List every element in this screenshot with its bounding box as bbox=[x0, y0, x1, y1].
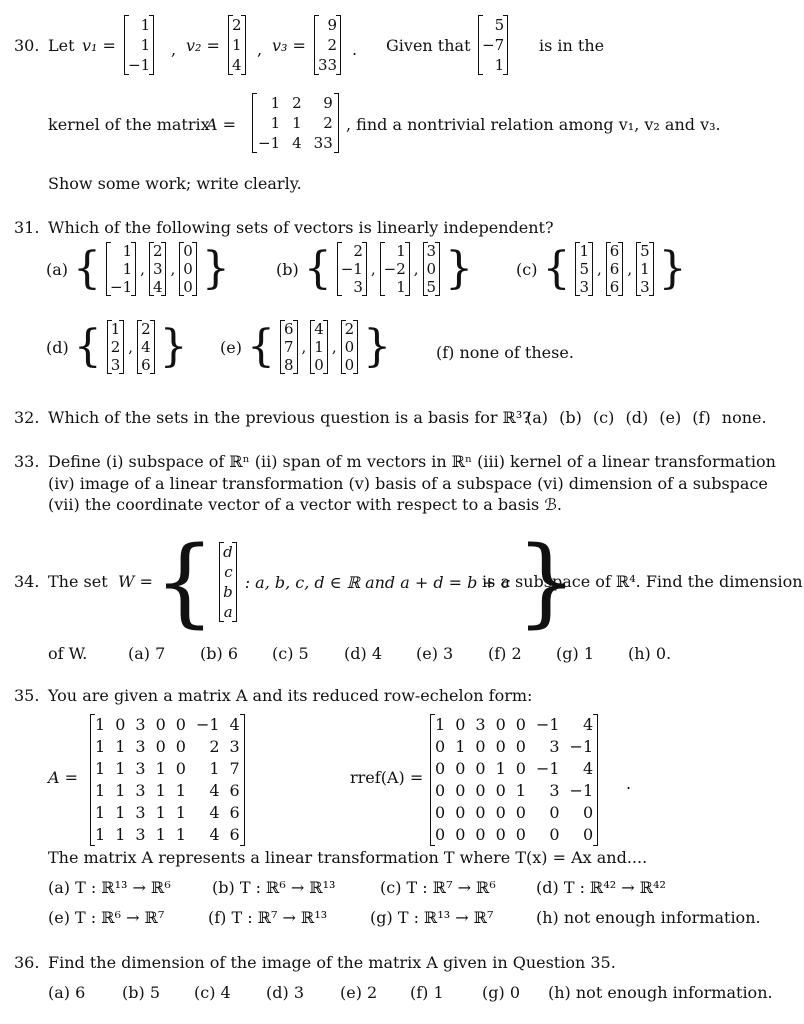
matrix-cell: 0 bbox=[495, 737, 506, 756]
set-d-vector bbox=[137, 320, 155, 374]
vector-entry: 1 bbox=[314, 338, 324, 356]
answer-option: (f) T : ℝ⁷ → ℝ¹³ bbox=[208, 908, 328, 927]
matrix-cell: 0 bbox=[495, 781, 506, 800]
rref-matrix bbox=[430, 714, 598, 846]
matrix-cell: 7 bbox=[229, 759, 240, 778]
q34-of: of W. bbox=[48, 644, 88, 663]
matrix-cell: 1 bbox=[495, 759, 506, 778]
matrix-cell: 1 bbox=[140, 16, 151, 34]
matrix-cell: 1 bbox=[115, 781, 126, 800]
matrix-cell: 4 bbox=[209, 825, 220, 844]
set-b-vector bbox=[337, 242, 367, 296]
matrix-cell: 3 bbox=[549, 781, 560, 800]
vector-entry: 3 bbox=[110, 356, 121, 374]
matrix-cell: 1 bbox=[140, 36, 151, 54]
matrix-cell: 0 bbox=[475, 737, 486, 756]
set-d-vector bbox=[107, 320, 125, 374]
matrix-cell: 0 bbox=[435, 803, 446, 822]
v2-vector bbox=[228, 15, 246, 75]
matrix-cell: 1 bbox=[155, 759, 166, 778]
q30-number: 30. bbox=[14, 36, 40, 55]
matrix-cell: 0 bbox=[475, 825, 486, 844]
v1-vector bbox=[124, 15, 154, 75]
q35-number: 35. bbox=[14, 686, 40, 705]
matrix-cell: 4 bbox=[582, 715, 594, 734]
matrix-cell: 4 bbox=[292, 134, 302, 152]
matrix-cell: 0 bbox=[495, 715, 506, 734]
set-f-none: (f) none of these. bbox=[436, 343, 574, 362]
q33-number: 33. bbox=[14, 452, 40, 471]
vector-entry: 0 bbox=[183, 260, 193, 278]
answer-option: (e) T : ℝ⁶ → ℝ⁷ bbox=[48, 908, 165, 927]
matrix-cell: 4 bbox=[232, 56, 242, 74]
matrix-cell: 0 bbox=[455, 715, 466, 734]
vector-entry: 3 bbox=[579, 278, 589, 296]
matrix-cell: 0 bbox=[475, 803, 486, 822]
q33-line2: (iv) image of a linear transformation (v) basis of a subspace (vi) dimension of a subspace bbox=[48, 474, 768, 493]
matrix-cell: 0 bbox=[115, 715, 126, 734]
matrix-cell: 1 bbox=[175, 803, 186, 822]
matrix-cell: 2 bbox=[323, 114, 333, 132]
vector-entry: 1 bbox=[396, 278, 406, 296]
matrix-cell: 9 bbox=[323, 94, 333, 112]
matrix-cell: 1 bbox=[175, 825, 186, 844]
matrix-cell: −7 bbox=[482, 36, 505, 54]
set-b-label: (b) bbox=[276, 259, 299, 279]
vector-entry: 2 bbox=[141, 320, 151, 338]
q30-in-kernel: is in the bbox=[539, 36, 605, 55]
q32-text: Which of the sets in the previous question is a basis for ℝ³? bbox=[48, 408, 531, 427]
vector-entry: 0 bbox=[183, 242, 193, 260]
matrix-cell: 1 bbox=[515, 781, 526, 800]
matrix-cell: 4 bbox=[209, 781, 220, 800]
matrix-cell: 0 bbox=[515, 715, 526, 734]
matrix-cell: 0 bbox=[155, 715, 166, 734]
matrix-cell: 0 bbox=[435, 759, 446, 778]
set-e-vector bbox=[310, 320, 328, 374]
set-a-vector bbox=[179, 242, 197, 296]
matrix-cell: −1 bbox=[258, 134, 281, 152]
vector-entry: 2 bbox=[110, 338, 121, 356]
matrix-cell: 1 bbox=[95, 803, 106, 822]
matrix-cell: 1 bbox=[209, 759, 220, 778]
matrix-cell: 1 bbox=[292, 114, 302, 132]
matrix-cell: 0 bbox=[475, 781, 486, 800]
matrix-cell: 3 bbox=[549, 737, 560, 756]
set-c: (c) { 1 5 3 , 6 6 6 , 5 1 3 } bbox=[516, 242, 687, 296]
answer-option: (d) 3 bbox=[266, 983, 304, 1002]
matrix-cell: 1 bbox=[95, 737, 106, 756]
matrix-cell: 0 bbox=[175, 759, 186, 778]
matrix-cell: 0 bbox=[582, 803, 594, 822]
matrix-cell: 3 bbox=[135, 803, 146, 822]
set-a: (a) { 1 1 −1 , 2 3 4 , 0 0 0 } bbox=[46, 242, 230, 296]
answer-option: (e) 3 bbox=[416, 644, 454, 663]
v3-vector bbox=[314, 15, 341, 75]
vector-entry: 6 bbox=[609, 260, 620, 278]
matrix-cell: c bbox=[224, 563, 233, 581]
rref-label: rref(A) = bbox=[350, 768, 424, 787]
answer-option: (h) not enough information. bbox=[548, 983, 773, 1002]
answer-option: (f) 2 bbox=[488, 644, 522, 663]
answer-option: (c) 5 bbox=[272, 644, 309, 663]
matrix-cell: 4 bbox=[229, 715, 240, 734]
q32-number: 32. bbox=[14, 408, 40, 427]
vector-entry: 3 bbox=[152, 260, 163, 278]
q35-text: You are given a matrix A and its reduced row-echelon form: bbox=[48, 686, 533, 705]
set-a-vector bbox=[106, 242, 136, 296]
vector-entry: 0 bbox=[344, 338, 355, 356]
matrix-cell: 3 bbox=[475, 715, 486, 734]
matrix-cell: 1 bbox=[115, 803, 126, 822]
matrix-cell: 1 bbox=[115, 737, 126, 756]
kernel-vector bbox=[478, 15, 508, 75]
vector-entry: 6 bbox=[609, 278, 620, 296]
vector-entry: 6 bbox=[283, 320, 294, 338]
set-e-vector bbox=[341, 320, 359, 374]
matrix-cell: 5 bbox=[494, 16, 505, 34]
matrix-cell: 33 bbox=[318, 56, 338, 74]
set-b-vector bbox=[380, 242, 410, 296]
vector-entry: 7 bbox=[283, 338, 294, 356]
matrix-cell: 1 bbox=[270, 94, 281, 112]
vector-entry: 5 bbox=[426, 278, 437, 296]
vector-entry: 0 bbox=[314, 356, 324, 374]
q35-matrix-a bbox=[90, 714, 245, 846]
vector-entry: 0 bbox=[183, 278, 193, 296]
matrix-cell: 1 bbox=[155, 781, 166, 800]
answer-option: (h) 0. bbox=[628, 644, 672, 663]
matrix-cell: 0 bbox=[455, 825, 466, 844]
q34-pre: The set bbox=[48, 572, 108, 591]
q35-a-label: A = bbox=[48, 768, 79, 787]
matrix-cell: 1 bbox=[115, 759, 126, 778]
vector-entry: −2 bbox=[383, 260, 406, 278]
matrix-cell: 1 bbox=[232, 36, 242, 54]
vector-entry: 1 bbox=[122, 260, 133, 278]
set-d-label: (d) bbox=[46, 337, 69, 357]
answer-option: (e) 2 bbox=[340, 983, 378, 1002]
matrix-cell: 1 bbox=[270, 114, 281, 132]
set-w-label: W = bbox=[118, 572, 153, 591]
matrix-cell: 0 bbox=[435, 781, 446, 800]
set-e-vector bbox=[280, 320, 298, 374]
q32-options: (a) (b) (c) (d) (e) (f) none. bbox=[526, 408, 767, 427]
matrix-cell: −1 bbox=[535, 715, 560, 734]
matrix-cell: 0 bbox=[435, 737, 446, 756]
set-c-vector bbox=[606, 242, 624, 296]
matrix-cell: −1 bbox=[195, 715, 220, 734]
matrix-cell: 1 bbox=[95, 715, 106, 734]
matrix-cell: 0 bbox=[495, 825, 506, 844]
matrix-cell: 2 bbox=[292, 94, 302, 112]
vector-entry: −1 bbox=[110, 278, 133, 296]
set-b: (b) { 2 −1 3 , 1 −2 1 , 3 0 5 } bbox=[276, 242, 474, 296]
answer-option: (f) 1 bbox=[410, 983, 444, 1002]
matrix-cell: 1 bbox=[155, 803, 166, 822]
q33-line3: (vii) the coordinate vector of a vector with respect to a basis ℬ. bbox=[48, 495, 562, 514]
answer-option: (a) 6 bbox=[48, 983, 86, 1002]
vector-entry: 2 bbox=[344, 320, 355, 338]
vector-entry: 3 bbox=[426, 242, 437, 260]
matrix-cell: 6 bbox=[229, 781, 240, 800]
matrix-cell: 1 bbox=[95, 781, 106, 800]
matrix-cell: 0 bbox=[475, 759, 486, 778]
matrix-cell: 4 bbox=[582, 759, 594, 778]
matrix-cell: 0 bbox=[455, 759, 466, 778]
q31-text: Which of the following sets of vectors is linearly independent? bbox=[48, 218, 554, 237]
matrix-a bbox=[252, 93, 339, 153]
matrix-cell: 3 bbox=[135, 781, 146, 800]
matrix-cell: 0 bbox=[175, 737, 186, 756]
matrix-cell: 1 bbox=[95, 759, 106, 778]
matrix-cell: 0 bbox=[515, 737, 526, 756]
answer-option: (b) 6 bbox=[200, 644, 238, 663]
matrix-cell: 0 bbox=[549, 803, 560, 822]
matrix-cell: 1 bbox=[494, 56, 505, 74]
vector-entry: 3 bbox=[353, 278, 363, 296]
vector-entry: 3 bbox=[640, 278, 650, 296]
vector-entry: −1 bbox=[340, 260, 363, 278]
matrix-cell: −1 bbox=[535, 759, 560, 778]
q30-show: Show some work; write clearly. bbox=[48, 174, 302, 193]
set-a-vector bbox=[149, 242, 167, 296]
answer-option: (g) 0 bbox=[482, 983, 520, 1002]
set-c-vector bbox=[636, 242, 654, 296]
matrix-cell: 0 bbox=[549, 825, 560, 844]
q34-number: 34. bbox=[14, 572, 40, 591]
vector-entry: 0 bbox=[344, 356, 355, 374]
matrix-cell: 2 bbox=[232, 16, 242, 34]
vector-entry: 5 bbox=[640, 242, 650, 260]
matrix-cell: 3 bbox=[135, 737, 146, 756]
matrix-a-label: A = bbox=[206, 115, 237, 134]
set-e: (e) { 6 7 8 , 4 1 0 , 2 0 0 } bbox=[220, 320, 392, 374]
set-w: { d c b a : a, b, c, d ∈ ℝ and a + d = b + c } bbox=[154, 526, 578, 638]
vector-entry: 4 bbox=[141, 338, 151, 356]
answer-option: (a) 7 bbox=[128, 644, 166, 663]
matrix-cell: −1 bbox=[569, 781, 594, 800]
matrix-cell: 9 bbox=[327, 16, 338, 34]
vector-entry: 6 bbox=[141, 356, 151, 374]
vector-entry: 2 bbox=[152, 242, 163, 260]
matrix-cell: b bbox=[223, 583, 233, 601]
matrix-cell: 3 bbox=[135, 715, 146, 734]
v1-label: v₁ = bbox=[82, 36, 116, 55]
matrix-cell: 4 bbox=[209, 803, 220, 822]
set-a-label: (a) bbox=[46, 259, 69, 279]
matrix-cell: 33 bbox=[313, 134, 333, 152]
matrix-cell: 1 bbox=[155, 825, 166, 844]
matrix-cell: a bbox=[223, 603, 233, 621]
answer-option: (c) T : ℝ⁷ → ℝ⁶ bbox=[380, 878, 496, 897]
answer-option: (b) T : ℝ⁶ → ℝ¹³ bbox=[212, 878, 336, 897]
set-c-label: (c) bbox=[516, 259, 538, 279]
q34-post: is a subspace of ℝ⁴. Find the dimension bbox=[482, 572, 803, 591]
vector-entry: 4 bbox=[314, 320, 324, 338]
vector-entry: 5 bbox=[579, 260, 589, 278]
answer-option: (g) 1 bbox=[556, 644, 594, 663]
vector-entry: 1 bbox=[579, 242, 589, 260]
matrix-cell: 3 bbox=[135, 759, 146, 778]
vector-entry: 1 bbox=[110, 320, 121, 338]
matrix-cell: 3 bbox=[135, 825, 146, 844]
matrix-cell: d bbox=[223, 543, 233, 561]
vector-entry: 6 bbox=[609, 242, 620, 260]
matrix-cell: −1 bbox=[128, 56, 151, 74]
matrix-cell: 6 bbox=[229, 803, 240, 822]
matrix-cell: 2 bbox=[327, 36, 338, 54]
matrix-cell: 0 bbox=[455, 781, 466, 800]
matrix-cell: 1 bbox=[115, 825, 126, 844]
vector-entry: 4 bbox=[152, 278, 163, 296]
q30-let: Let bbox=[48, 36, 75, 55]
vector-entry: 0 bbox=[426, 260, 437, 278]
q31-number: 31. bbox=[14, 218, 40, 237]
matrix-cell: 0 bbox=[582, 825, 594, 844]
set-d: (d) { 1 2 3 , 2 4 6 } bbox=[46, 320, 188, 374]
matrix-cell: 0 bbox=[515, 825, 526, 844]
set-c-vector bbox=[575, 242, 593, 296]
matrix-cell: 2 bbox=[209, 737, 220, 756]
matrix-cell: 0 bbox=[155, 737, 166, 756]
answer-option: (a) T : ℝ¹³ → ℝ⁶ bbox=[48, 878, 171, 897]
answer-option: (d) 4 bbox=[344, 644, 382, 663]
matrix-cell: 0 bbox=[175, 715, 186, 734]
matrix-cell: 3 bbox=[229, 737, 240, 756]
answer-option: (h) not enough information. bbox=[536, 908, 761, 927]
answer-option: (c) 4 bbox=[194, 983, 231, 1002]
matrix-cell: 0 bbox=[495, 803, 506, 822]
v2-label: v₂ = bbox=[186, 36, 220, 55]
vector-entry: 2 bbox=[353, 242, 363, 260]
answer-option: (g) T : ℝ¹³ → ℝ⁷ bbox=[370, 908, 494, 927]
matrix-cell: 6 bbox=[229, 825, 240, 844]
matrix-cell: 1 bbox=[175, 781, 186, 800]
w-condition: : a, b, c, d ∈ ℝ and a + d = b + c bbox=[244, 572, 510, 592]
vector-entry: 1 bbox=[396, 242, 406, 260]
set-b-vector bbox=[423, 242, 441, 296]
q33-line1: Define (i) subspace of ℝⁿ (ii) span of m vectors in ℝⁿ (iii) kernel of a linear transformation bbox=[48, 452, 776, 471]
q30-given: Given that bbox=[386, 36, 471, 55]
v3-label: v₃ = bbox=[272, 36, 306, 55]
answer-option: (b) 5 bbox=[122, 983, 160, 1002]
matrix-cell: 1 bbox=[435, 715, 446, 734]
matrix-cell: 1 bbox=[455, 737, 466, 756]
matrix-cell: 0 bbox=[455, 803, 466, 822]
matrix-cell: 0 bbox=[515, 759, 526, 778]
vector-entry: 1 bbox=[640, 260, 650, 278]
w-vector bbox=[219, 542, 237, 622]
q30-kernel-of: kernel of the matrix bbox=[48, 115, 210, 134]
matrix-cell: 0 bbox=[435, 825, 446, 844]
q36-number: 36. bbox=[14, 953, 40, 972]
matrix-cell: 0 bbox=[515, 803, 526, 822]
vector-entry: 1 bbox=[122, 242, 133, 260]
matrix-cell: 1 bbox=[95, 825, 106, 844]
vector-entry: 8 bbox=[283, 356, 294, 374]
matrix-cell: −1 bbox=[569, 737, 594, 756]
q30-find: , find a nontrivial relation among v₁, v₂ and v₃. bbox=[346, 115, 721, 134]
set-e-label: (e) bbox=[220, 337, 242, 357]
q35-represents: The matrix A represents a linear transformation T where T(x) = Ax and.... bbox=[48, 848, 648, 867]
answer-option: (d) T : ℝ⁴² → ℝ⁴² bbox=[536, 878, 666, 897]
q36-text: Find the dimension of the image of the matrix A given in Question 35. bbox=[48, 953, 616, 972]
